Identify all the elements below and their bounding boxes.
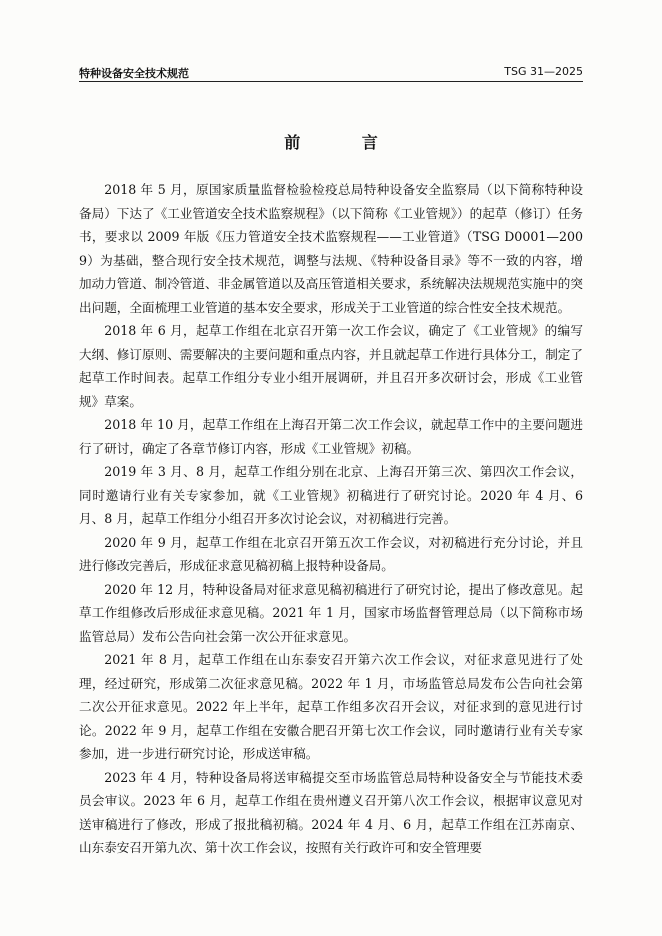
paragraph: 2019 年 3 月、8 月，起草工作组分别在北京、上海召开第三次、第四次工作会议，同时邀请行业有关专家参加，就《工业管规》初稿进行了研究讨论。2020 年 4 月、6 月、8 月，起草工作组分小组召开多次讨论会议，对初稿进行完善。 — [79, 464, 583, 526]
running-header — [79, 62, 583, 82]
paragraph: 2021 年 8 月，起草工作组在山东泰安召开第六次工作会议，对征求意见进行了处理，经过研究，形成第二次征求意见稿。2022 年 1 月，市场监管总局发布公告向社会第二次公开征求意见。2022 年上半年，起草工作组多次召开会议，对征求到的意见进行讨论。2022 年 9 月，起草工作组在安徽合肥召开第七次工作会议，同时邀请行业有关专家参加，进一步进行研究讨论，形成送审稿。 — [79, 652, 583, 761]
page-title: 前 言 — [284, 133, 406, 152]
header-standard-category: 特种设备安全技术规范 — [79, 67, 189, 80]
paragraph: 2020 年 12 月，特种设备局对征求意见稿初稿进行了研究讨论，提出了修改意见。起草工作组修改后形成征求意见稿。2021 年 1 月，国家市场监督管理总局（以下简称市场监管总局）发布公告向社会第一次公开征求意见。 — [79, 581, 583, 644]
paragraph: 2018 年 10 月，起草工作组在上海召开第二次工作会议，就起草工作中的主要问题进行了研讨，确定了各章节修订内容，形成《工业管规》初稿。 — [79, 417, 583, 456]
header-standard-number: TSG 31—2025 — [504, 65, 583, 78]
preface-body — [79, 178, 583, 860]
header-divider — [79, 81, 583, 82]
paragraph: 2023 年 4 月，特种设备局将送审稿提交至市场监管总局特种设备安全与节能技术委员会审议。2023 年 6 月，起草工作组在贵州遵义召开第八次工作会议，根据审议意见对送审稿进行了修改，形成了报批稿初稿。2024 年 4 月、6 月，起草工作组在江苏南京、山东泰安召开第九次、第十次工作会议，按照有关行政许可和安全管理要 — [79, 769, 583, 855]
paragraph: 2020 年 9 月，起草工作组在北京召开第五次工作会议，对初稿进行充分讨论，并且进行修改完善后，形成征求意见稿初稿上报特种设备局。 — [79, 534, 583, 573]
paragraph: 2018 年 5 月，原国家质量监督检验检疫总局特种设备安全监察局（以下简称特种设备局）下达了《工业管道安全技术监察规程》（以下简称《工业管规》）的起草（修订）任务书，要求以 2009 年版《压力管道安全技术监察规程——工业管道》（TSG D0001—2009）为基础，整合现行安全技术规范，调整与法规、《特种设备目录》等不一致的内容，增加动力管道、制冷管道、非金属管道以及高压管道相关要求，系统解决法规规范实施中的突出问题，全面梳理工业管道的基本安全要求，形成关于工业管道的综合性安全技术规范。 — [79, 182, 583, 315]
paragraph: 2018 年 6 月，起草工作组在北京召开第一次工作会议，确定了《工业管规》的编写大纲、修订原则、需要解决的主要问题和重点内容，并且就起草工作进行具体分工，制定了起草工作时间表。起草工作组分专业小组开展调研，并且召开多次研讨会，形成《工业管规》草案。 — [79, 323, 583, 409]
